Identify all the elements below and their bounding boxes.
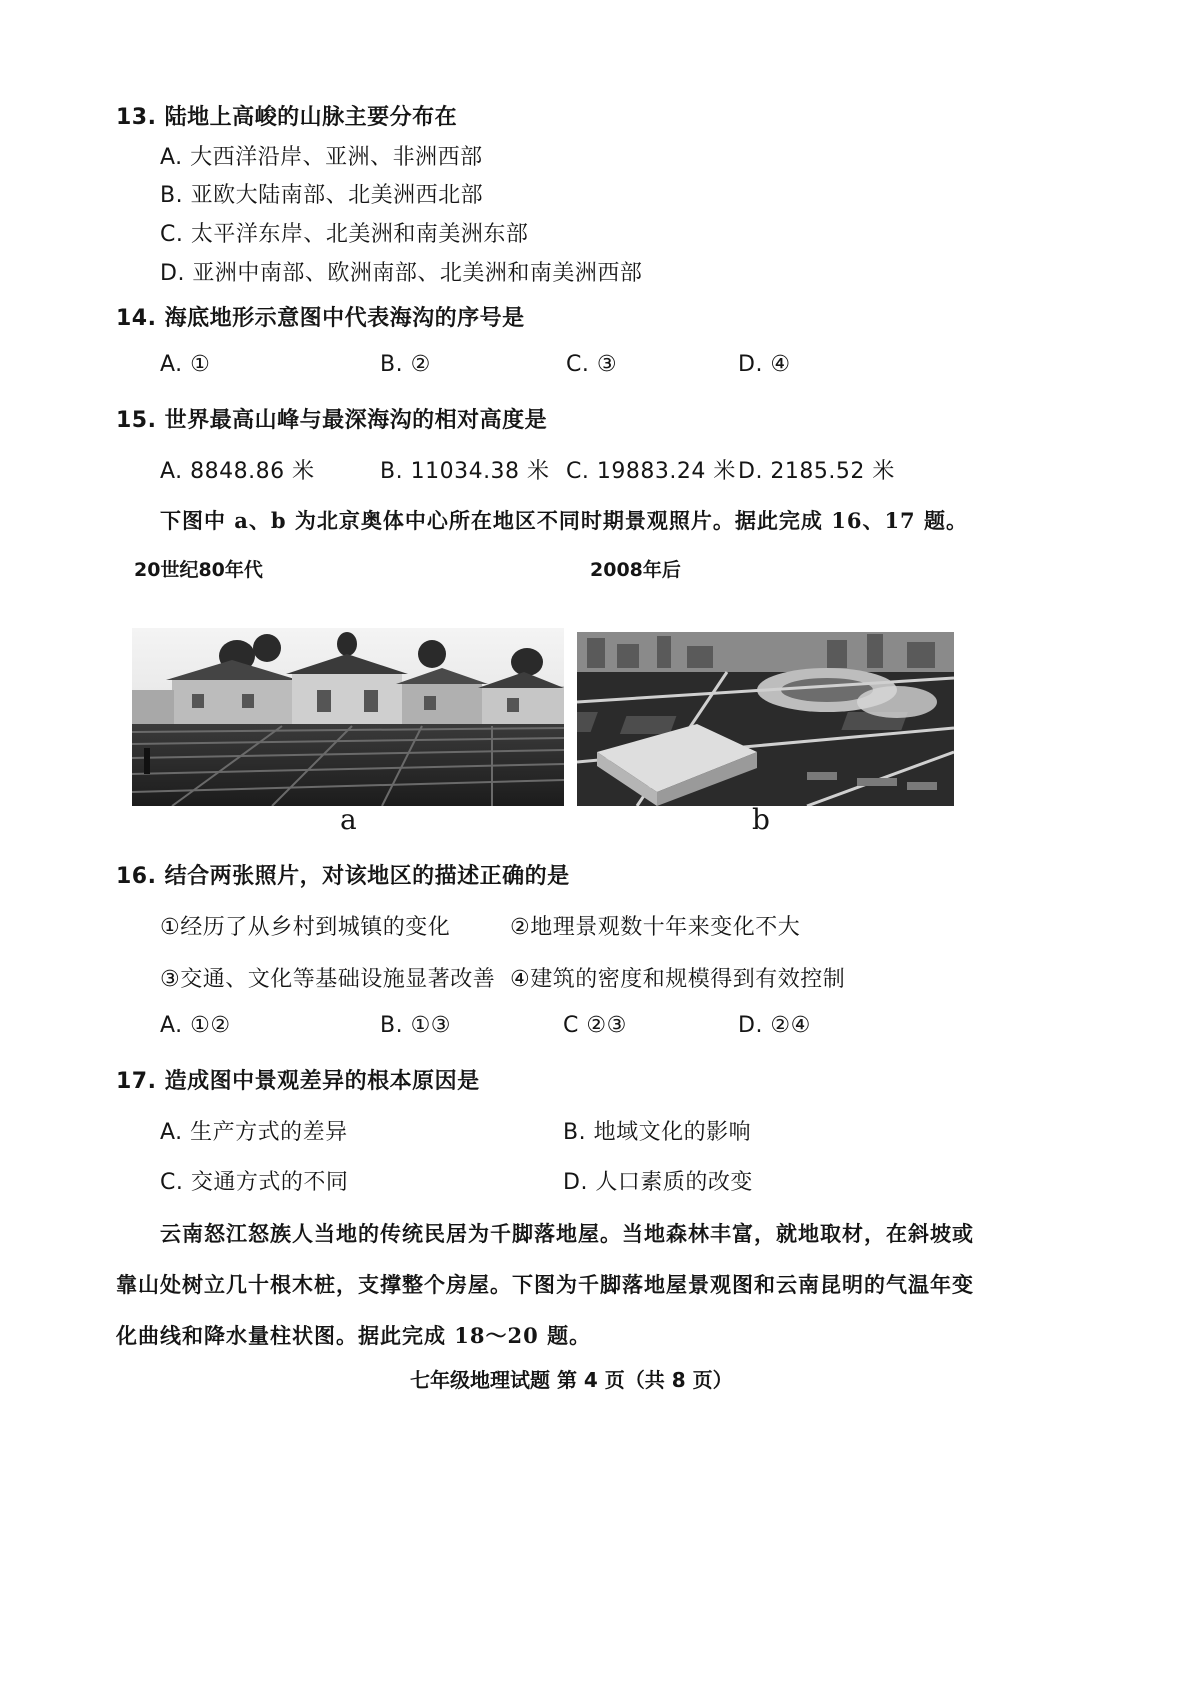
q16-option-a: A. ①② [160,1013,231,1038]
q15-stem: 15. 世界最高山峰与最深海沟的相对高度是 [116,408,548,433]
q13-stem: 13. 陆地上高峻的山脉主要分布在 [116,105,458,130]
q16-statement-4: ④建筑的密度和规模得到有效控制 [510,967,846,992]
q14-option-a: A. ① [160,352,211,377]
intro-18-20-line-2: 靠山处树立几十根木桩，支撑整个房屋。下图为千脚落地屋景观图和云南昆明的气温年变 [116,1272,974,1297]
q14-option-b: B. ② [380,352,431,377]
photo-a-caption: 20世纪80年代 [134,559,263,581]
q14-stem: 14. 海底地形示意图中代表海沟的序号是 [116,306,525,331]
intro-18-20-line-3: 化曲线和降水量柱状图。据此完成 18～20 题。 [116,1323,592,1348]
q17-option-d: D. 人口素质的改变 [563,1170,753,1195]
photo-b-caption: 2008年后 [590,559,681,581]
q15-option-d: D. 2185.52 米 [738,459,895,484]
intro-16-17: 下图中 a、b 为北京奥体中心所在地区不同时期景观照片。据此完成 16、17 题。 [160,508,968,533]
q15-option-c: C. 19883.24 米 [566,459,736,484]
q15-option-a: A. 8848.86 米 [160,459,315,484]
intro-18-20-line-1: 云南怒江怒族人当地的传统民居为千脚落地屋。当地森林丰富，就地取材，在斜坡或 [160,1221,974,1246]
q13-option-b: B. 亚欧大陆南部、北美洲西北部 [160,183,484,208]
photo-b-label: b [752,803,770,836]
q13-option-d: D. 亚洲中南部、欧洲南部、北美洲和南美洲西部 [160,261,643,286]
q17-option-c: C. 交通方式的不同 [160,1170,349,1195]
photo-b [577,632,954,806]
q15-option-b: B. 11034.38 米 [380,459,550,484]
q16-statement-3: ③交通、文化等基础设施显著改善 [160,967,496,992]
q14-option-d: D. ④ [738,352,791,377]
q13-option-a: A. 大西洋沿岸、亚洲、非洲西部 [160,145,483,170]
q17-option-a: A. 生产方式的差异 [160,1120,348,1145]
q16-stem: 16. 结合两张照片，对该地区的描述正确的是 [116,864,570,889]
page-footer: 七年级地理试题 第 4 页（共 8 页） [410,1368,733,1392]
q16-option-b: B. ①③ [380,1013,452,1038]
urban-aerial-image [577,632,954,806]
q16-statement-2: ②地理景观数十年来变化不大 [510,915,801,940]
q16-option-c: C ②③ [563,1013,627,1038]
photo-a-label: a [340,803,357,836]
q16-statement-1: ①经历了从乡村到城镇的变化 [160,915,451,940]
q13-option-c: C. 太平洋东岸、北美洲和南美洲东部 [160,222,529,247]
q17-stem: 17. 造成图中景观差异的根本原因是 [116,1069,480,1094]
q14-option-c: C. ③ [566,352,618,377]
q16-option-d: D. ②④ [738,1013,811,1038]
photo-a [132,628,564,806]
rural-landscape-image [132,628,564,806]
q17-option-b: B. 地域文化的影响 [563,1120,752,1145]
